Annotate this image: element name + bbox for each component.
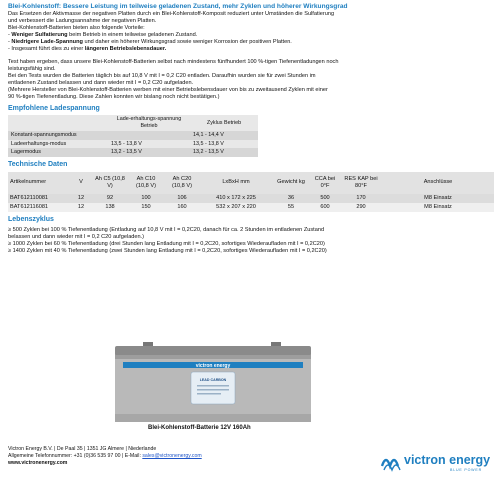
test-line-4: entladenen Zustand belassen und dann wieder mit I = 0,2 C20 aufgeladen. [8,79,194,86]
table-cell: 13,5 - 13,8 V [190,140,258,149]
datasheet-page [8,3,494,255]
table-cell: 12 [70,203,92,212]
table-header-cell: LxBxH mm [200,172,272,194]
charge-section-title: Empfohlene Ladespannung [8,104,100,112]
test-line-1: Test haben ergeben, dass unsere Blei-Kohlenstoff-Batterien selbst nach mindestens fünfhundert 100 %-tigen Tiefenentladungen noch [8,58,339,65]
table-cell: 13,2 - 13,5 V [108,148,190,157]
table-header-cell: Anschlüsse [382,172,494,194]
test-line-6: 90 %-tigen Tiefenentladung. Diese Zahlen konnten wir bislang noch nicht bestätigen.) [8,93,220,100]
advantage-bold: Weniger Sulfatierung [11,31,68,38]
victron-wave-icon [382,460,400,470]
battery-image [113,340,313,424]
battery-caption: Blei-Kohlenstoff-Batterie 12V 160Ah [148,425,251,431]
table-cell: 13,2 - 13,5 V [190,148,258,157]
table-cell: Lagermodus [8,148,108,157]
table-cell: 100 [128,194,164,203]
advantage-text: und daher ein höherer Wirkungsgrad sowie weniger Korrosion der positiven Platten. [82,38,292,45]
battery-brand: victron energy [195,363,231,369]
table-cell: BAT612110081 [8,194,70,203]
table-header-row [8,115,258,131]
footer-address: Victron Energy B.V. | De Paal 35 | 1351 JG Almere | Niederlande [8,446,157,452]
table-cell: 92 [92,194,128,203]
test-line-3: Bei den Tests wurden die Batterien täglich bis auf 10,8 V mit I = 0,2 C20 entladen. Daraufhin wurden sie für zwei Stunden im [8,72,316,79]
table-cell [108,131,190,140]
table-cell: 138 [92,203,128,212]
table-cell: 106 [164,194,200,203]
table-cell: 170 [340,194,382,203]
intro-line-3: Blei-Kohlenstoff-Batterien bieten also folgende Vorteile: [8,24,145,31]
test-line-2: leistungsfähig sind. [8,65,56,72]
battery-label: LEAD CARBON [199,378,227,382]
table-header-cell: CCA bei 0°F [310,172,340,194]
advantage-bold: Niedrigere Lade-Spannung [11,38,83,45]
victron-logo [380,448,492,474]
advantage-item: - Weniger Sulfatierung beim Betrieb in einem teilweise geladenen Zustand. [8,31,198,38]
intro-line-2: und verbessert die Ladungsannahme der negativen Platten. [8,17,157,24]
tech-section-title: Technische Daten [8,161,68,169]
table-cell: Ladeerhaltungs-modus [8,140,108,149]
table-header-cell: RES KAP bei 80°F [340,172,382,194]
table-header-cell: Gewicht kg [272,172,310,194]
table-header-cell: Ah C5 (10,8 V) [92,172,128,194]
table-header-cell: Artikelnummer [8,172,70,194]
advantage-item: - Niedrigere Lade-Spannung und daher ein höherer Wirkungsgrad sowie weniger Korrosion der positiven Platten. [8,38,292,45]
table-cell: 532 x 207 x 220 [200,203,272,212]
advantage-text: beim Betrieb in einem teilweise geladenen Zustand. [67,31,198,38]
footer-website-link[interactable]: www.victronenergy.com [8,459,68,466]
table-row [8,203,494,212]
logo-brand: victron energy [404,453,491,467]
table-header-row [8,172,494,194]
tech-data-table [8,172,494,212]
logo-tagline: BLUE POWER [450,468,482,472]
table-cell: M8 Einsatz [382,203,494,212]
advantage-text: Insgesamt führt dies zu einer [11,45,85,52]
table-cell: M8 Einsatz [382,194,494,203]
table-header-cell: Ah C10 (10,8 V) [128,172,164,194]
table-header-cell: Zyklus Betrieb [190,115,258,131]
table-header-cell: Lade-erhaltungs-spannung Betrieb [108,115,190,131]
table-cell: 500 [310,194,340,203]
footer [8,446,202,466]
table-header-cell [8,115,108,131]
life-line-2: belassen und dann wieder mit I = 0,2 C20 aufgeladen.) [8,233,145,240]
table-cell: 36 [272,194,310,203]
life-section-title: Lebenszyklus [8,215,54,223]
intro-line-1: Das Ersetzen der Aktivmasse der negativen Platten durch ein Blei-Kohlenstoff-Komposit reduziert unter Umständen die Sulfatierung [8,10,335,17]
advantages-list [8,32,494,53]
table-row [8,148,258,157]
table-row [8,194,494,203]
advantage-bold: längeren Betriebslebensdauer. [84,45,167,52]
footer-contact [8,453,202,460]
life-line-4: ≥ 1400 Zyklen mit 40 % Tiefenentladung (zwei Stunden lang Entladung mit I = 0,2C20, sofortiges Wiederaufladen mit I = 0,2C20) [8,247,327,254]
table-row [8,140,258,149]
table-cell: 150 [128,203,164,212]
table-cell: 55 [272,203,310,212]
life-line-3: ≥ 1000 Zyklen bei 60 % Tiefenentladung (drei Stunden lang Entladung mit I = 0,2C20, sofortiges Wiederaufladen mit I = 0,2C20) [8,240,325,247]
table-cell: 160 [164,203,200,212]
table-cell: Konstant-spannungsmodus [8,131,108,140]
test-line-5: (Mehrere Hersteller von Blei-Kohlenstoff-Batterien werben mit einer Betriebslebensdauer von bis zu zweitausend Zyklen mit einer [8,86,328,93]
table-cell: 12 [70,194,92,203]
table-header-cell: V [70,172,92,194]
life-line-1: ≥ 500 Zyklen bei 100 % Tiefenentladung (Entladung auf 10,8 V mit I = 0,2C20, danach für ca. 2 Stunden im entladenen Zustand [8,226,325,233]
charge-voltage-table [8,115,258,157]
table-cell: BAT612116081 [8,203,70,212]
page-heading: Blei-Kohlenstoff: Bessere Leistung im teilweise geladenen Zustand, mehr Zyklen und höherer Wirkungsgrad [8,3,348,10]
table-cell: 14,1 - 14,4 V [190,131,258,140]
table-cell: 13,5 - 13,8 V [108,140,190,149]
table-row [8,131,258,140]
table-cell: 290 [340,203,382,212]
table-header-cell: Ah C20 (10,8 V) [164,172,200,194]
footer-phone: Allgemeine Telefonnummer: +31 (0)36 535 97 00 | E-Mail: [8,452,143,459]
advantage-item: - Insgesamt führt dies zu einer längeren Betriebslebensdauer. [8,45,167,52]
footer-email-link[interactable]: sales@victronenergy.com [142,452,202,459]
table-cell: 600 [310,203,340,212]
table-cell: 410 x 172 x 225 [200,194,272,203]
